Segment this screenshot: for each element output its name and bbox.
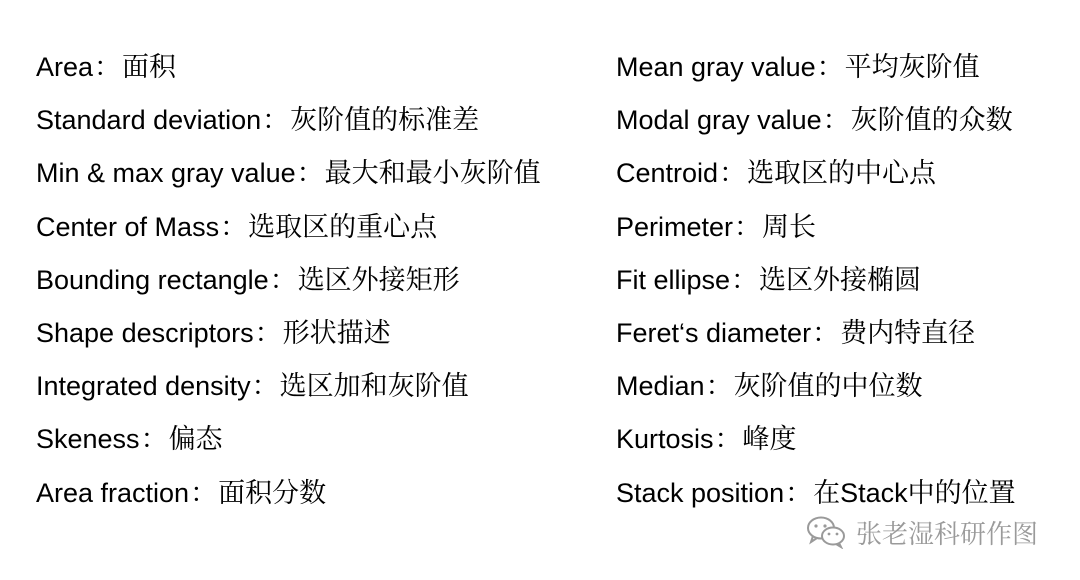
term-item-area: [36, 47, 541, 100]
term-separator: ：: [296, 158, 324, 189]
term-en: Fit ellipse: [616, 264, 731, 295]
term-en: Stack position: [616, 477, 785, 508]
term-zh: 在Stack中的位置: [813, 477, 1016, 508]
term-separator: ：: [719, 158, 747, 189]
term-zh: 选区外接矩形: [297, 264, 460, 295]
term-en: Standard deviation: [36, 105, 262, 136]
watermark: [806, 512, 1038, 552]
term-en: Modal gray value: [616, 105, 822, 136]
term-zh: 选取区的中心点: [747, 158, 937, 189]
term-zh: 平均灰阶值: [844, 52, 980, 82]
term-separator: ：: [812, 317, 840, 348]
term-zh: 偏态: [168, 424, 223, 455]
term-separator: ：: [816, 52, 844, 82]
term-item-perimeter: [616, 207, 1016, 260]
term-item-kurtosis: [616, 419, 1016, 472]
term-separator: ：: [251, 371, 279, 402]
term-separator: ：: [731, 264, 759, 295]
term-zh: 最大和最小灰阶值: [324, 158, 541, 189]
term-item-fit-ellipse: [616, 260, 1016, 313]
term-item-center-of-mass: [36, 207, 541, 260]
term-separator: ：: [269, 264, 297, 295]
term-en: Shape descriptors: [36, 317, 254, 348]
term-zh: 灰阶值的标准差: [290, 105, 480, 136]
term-separator: ：: [262, 105, 290, 136]
term-zh: 面积: [122, 52, 177, 82]
term-item-min-max-gray-value: [36, 153, 541, 206]
term-separator: ：: [705, 371, 733, 402]
term-en: Kurtosis: [616, 424, 714, 455]
term-separator: ：: [822, 105, 850, 136]
term-en: Mean gray value: [616, 52, 816, 82]
term-item-modal-gray-value: [616, 100, 1016, 153]
term-en: Integrated density: [36, 371, 251, 402]
term-zh: 周长: [762, 211, 817, 242]
term-en: Min & max gray value: [36, 158, 296, 189]
term-item-bounding-rectangle: [36, 260, 541, 313]
term-item-shape-descriptors: [36, 313, 541, 366]
term-separator: ：: [734, 211, 762, 242]
term-zh: 灰阶值的中位数: [733, 371, 923, 402]
term-en: Center of Mass: [36, 211, 220, 242]
term-zh: 灰阶值的众数: [850, 105, 1013, 136]
term-en: Skeness: [36, 424, 140, 455]
term-separator: ：: [220, 211, 248, 242]
left-term-list: [36, 47, 541, 526]
term-separator: ：: [254, 317, 282, 348]
term-zh: 选区加和灰阶值: [279, 371, 469, 402]
term-en: Area fraction: [36, 477, 190, 508]
term-en: Feret‘s diameter: [616, 317, 812, 348]
term-separator: ：: [94, 52, 122, 82]
term-separator: ：: [785, 477, 813, 508]
term-zh: 选区外接椭圆: [759, 264, 922, 295]
term-item-mean-gray-value: [616, 47, 1016, 100]
term-item-integrated-density: [36, 366, 541, 419]
right-term-list: [616, 47, 1016, 526]
term-item-standard-deviation: [36, 100, 541, 153]
term-en: Perimeter: [616, 211, 734, 242]
term-zh: 选取区的重心点: [248, 211, 438, 242]
term-en: Bounding rectangle: [36, 264, 269, 295]
term-item-area-fraction: [36, 473, 541, 526]
term-en: Median: [616, 371, 705, 402]
term-item-centroid: [616, 153, 1016, 206]
term-zh: 费内特直径: [840, 317, 976, 348]
term-item-ferets-diameter: [616, 313, 1016, 366]
term-separator: ：: [714, 424, 742, 455]
term-item-skeness: [36, 419, 541, 472]
term-zh: 形状描述: [282, 317, 391, 348]
term-zh: 面积分数: [218, 477, 327, 508]
term-zh: 峰度: [742, 424, 797, 455]
term-item-median: [616, 366, 1016, 419]
term-en: Area: [36, 52, 94, 82]
term-en: Centroid: [616, 158, 719, 189]
wechat-logo-icon: [806, 515, 846, 549]
term-separator: ：: [140, 424, 168, 455]
term-separator: ：: [190, 477, 218, 508]
watermark-text: 张老湿科研作图: [856, 518, 1039, 549]
